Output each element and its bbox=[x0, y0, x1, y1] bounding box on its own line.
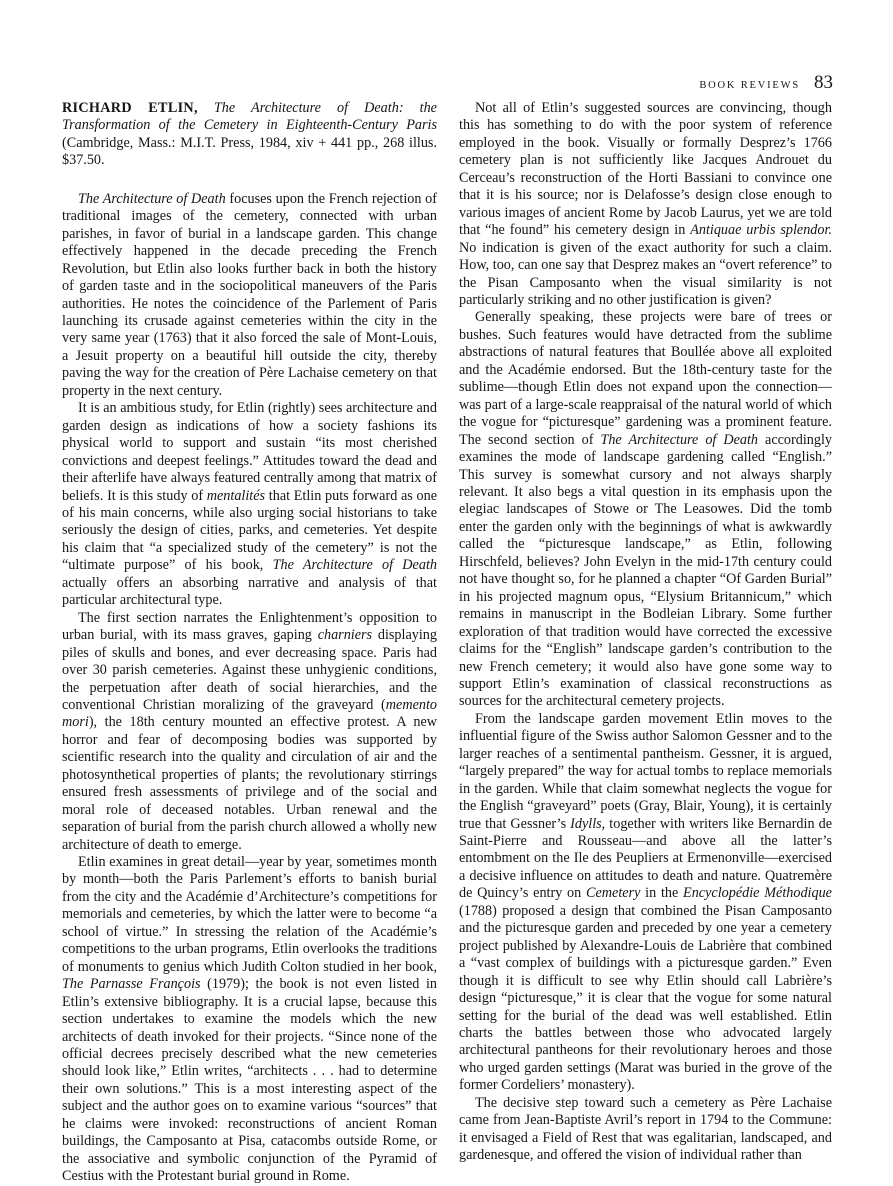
text-run: (1979); the book is not even listed in Etlin’s extensive bibliography. It is a crucial lapse, because this section undertakes to examine the models which the new architects of death invoked for their projects. “Since none of the official decrees precisely described what the new cemeteries should look like,” Etlin writes, “architects . . . had to determine their own solutions.” This is a most interesting aspect of the subject and the author goes on to examine various “sources” that he claims were invoked: reconstructions of ancient Roman buildings, the Camposanto at Pisa, catacombs outside Rome, or the associative and symbolic conjunction of the Pyramid of Cestius with the Protestant burial ground in Rome. bbox=[62, 976, 437, 1185]
text-run: in the bbox=[640, 885, 684, 902]
text-run: accordingly examines the mode of landscape gardening called “English.” This survey is somewhat cursory and not always sharply relevant. It also begs a vital question in its emphasis upon the elegiac landscapes of Stowe or The Leasowes. Did the tomb enter the garden only with the beginnings of what is awkwardly called the “picturesque landscape,” as Etlin, following Hirschfeld, believes? John Evelyn in the mid-17th century could not have thought so, for he planned a chapter “Of Garden Burial” in his projected magnum opus, “Elysium Britannicum,” which remains in manuscript in the Bodleian Library. Some further exploration of that tradition would have corrected the excessive claims for the “English” landscape garden’s contribution to the new French cemetery; it would also have gone some way to support Etlin’s examination of classical reconstructions as sources for the architectural cemetery projects. bbox=[459, 431, 832, 710]
text-run: No indication is given of the exact authority for such a claim. How, too, can one say that Desprez makes an “overt reference” to the Pisan Camposanto when the visual similarity is not particularly striking and no other justification is given? bbox=[459, 239, 832, 308]
italic-text: Idylls, bbox=[570, 815, 606, 832]
book-citation bbox=[62, 100, 437, 170]
italic-text: The Architecture of Death bbox=[600, 431, 759, 448]
text-run: together with writers like Bernardin de Saint-Pierre and Rousseau—and above all the latter’s entombment on the Ile des Peupliers at Ermenonville—exercised a decisive influence on attitudes to death and nature. Quatremère de Quincy’s entry on bbox=[459, 815, 832, 902]
text-run: that Etlin puts forward as one of his main concerns, while also urging social historians to take seriously the design of cities, parks, and cemeteries. Yet despite his claim that “a specialized study of the cemetery” is not the “ultimate purpose” of his book, bbox=[62, 487, 437, 574]
text-run: Generally speaking, these projects were bare of trees or bushes. Such features would have detracted from the sublime abstractions of natural features that Boullée above all exploited and the Académie endorsed. But the 18th-century taste for the sublime—though Etlin does not expand upon the connection—was part of a large-scale reappraisal of the natural world of which the vogue for “picturesque” gardening was a prominent feature. The second section of bbox=[459, 309, 832, 448]
text-run: The decisive step toward such a cemetery as Père Lachaise came from Jean-Baptiste Avril’s report in 1794 to the Commune: it envisaged a Field of Rest that was egalitarian, landscaped, and gardenesque, and offered the vision of individual rather than bbox=[459, 1094, 832, 1164]
review-author: RICHARD ETLIN, bbox=[62, 100, 198, 116]
text-run: Etlin examines in great detail—year by year, sometimes month by month—both the Paris Parlement’s efforts to banish burial from the city and the Académie d’Architecture’s competitions for memorials and cemeteries, by which the latter were to become “a school of virtue.” In stressing the relation of the Académie’s competitions to the urban programs, Etlin overlooks the traditions of monuments to genius which Judith Colton studied in her book, bbox=[62, 854, 437, 975]
paragraph bbox=[459, 1095, 832, 1165]
paragraph bbox=[459, 711, 832, 1095]
paragraph bbox=[62, 191, 437, 400]
italic-text: Antiquae urbis splendor. bbox=[690, 222, 832, 239]
running-title: BOOK REVIEWS bbox=[699, 80, 800, 91]
left-column bbox=[62, 100, 437, 1186]
paragraph bbox=[459, 309, 832, 710]
right-column bbox=[459, 100, 832, 1165]
text-run: The first section narrates the Enlightenment’s opposition to urban burial, with its mass graves, gaping bbox=[62, 609, 437, 644]
paragraph bbox=[62, 400, 437, 609]
italic-text: Cemetery bbox=[586, 885, 641, 902]
italic-text: The Parnasse François bbox=[62, 976, 201, 993]
page-number: 83 bbox=[814, 72, 833, 93]
text-run: From the landscape garden movement Etlin moves to the influential figure of the Swiss author Salomon Gessner and to the larger reaches of a sentimental pantheism. Gessner, it is argued, “largely prepared” the way for actual tombs to replace memorials in the garden. While that claim somewhat neglects the vogue for the English “graveyard” poets (Gray, Blair, Young), it is certainly true that Gessner’s bbox=[459, 710, 832, 832]
text-run: displaying piles of skulls and bones, and ever decreasing space. Paris had over 30 parish cemeteries. Against these unhygienic conditions, the perpetuation after death of social hierarchies, and the conventional Christian moralizing of the graveyard ( bbox=[62, 627, 437, 713]
paragraph bbox=[62, 610, 437, 854]
italic-text: The Architecture of Death bbox=[78, 190, 226, 207]
italic-text: memento mori bbox=[62, 696, 437, 731]
text-run: focuses upon the French rejection of traditional images of the cemetery, connected with urban parishes, in favor of burial in a landscape garden. This change effectively happened in the decade preceding the French Revolution, but Etlin also looks further back in both the history of garden taste and in the sociopolitical maneuvers of the Paris authorities. He notes the coincidence of the Parlement of Paris launching its crusade against cemeteries within the city in the very same year (1763) that it also forced the sale of Mont-Louis, a Jesuit property on a beautiful hill outside the city, thereby paving the way for the creation of Père Lachaise cemetery on that property in the next century. bbox=[62, 190, 437, 399]
italic-text: The Architecture of Death bbox=[272, 557, 437, 574]
running-head bbox=[699, 72, 833, 94]
text-run: ), the 18th century mounted an effective protest. A new horror and fear of decomposing bodies was supported by scientific research into the quality and circulation of air and the photosynthetical properties of plants; the revolutionary stirrings ensured fresh assessments of privilege and of the social and moral role of deceased notables. Urban renewal and the separation of burial from the parish church allowed a wholly new architecture of death to emerge. bbox=[62, 714, 437, 853]
paragraph bbox=[459, 100, 832, 309]
book-title: The Architecture of Death: the Transformation of the Cemetery in Eighteenth-Century Paris bbox=[62, 100, 437, 134]
italic-text: Encyclopédie Méthodique bbox=[683, 885, 832, 902]
text-run: actually offers an absorbing narrative and analysis of that particular architectural type. bbox=[62, 574, 437, 609]
publication-details: (Cambridge, Mass.: M.I.T. Press, 1984, xiv + 441 pp., 268 illus. $37.50. bbox=[62, 134, 437, 169]
italic-text: charniers bbox=[317, 627, 373, 644]
italic-text: mentalités bbox=[206, 487, 266, 504]
text-run: (1788) proposed a design that combined the Pisan Camposanto and the picturesque garden and preceded by one year a cemetery project published by Alexandre-Louis de Labrière that combined a “vast complex of buildings with a picturesque garden.” Even though it is difficult to see why Etlin should call Labrière’s design “picturesque,” it is clear that the vogue for some natural setting for the burial of the dead was well established. Etlin charts the battles between those who advocated largely architectural pantheons for their revolutionary heroes and those who urged garden settings (Marat was buried in the grove of the former Cordeliers’ monastery). bbox=[459, 902, 832, 1094]
paragraph bbox=[62, 854, 437, 1186]
text-run: Not all of Etlin’s suggested sources are convincing, though this has something to do with the poor system of reference employed in the book. Visually or formally Desprez’s 1766 cemetery plan is not sufficiently like Jacques Androuet du Cerceau’s reconstruction of the Horti Bassiani to convince one that it is his source; nor is Delafosse’s design close enough to various images of ancient Rome by Jacob Laurus, yet we are told that “he found” his cemetery design in bbox=[459, 100, 832, 239]
text-run: It is an ambitious study, for Etlin (rightly) sees architecture and garden design as indications of how a society fashions its physical world to support and sustain “its most cherished convictions and deepest feelings.” Attitudes toward the dead and their afterlife have always featured centrally among that matrix of beliefs. It is this study of bbox=[62, 400, 437, 504]
